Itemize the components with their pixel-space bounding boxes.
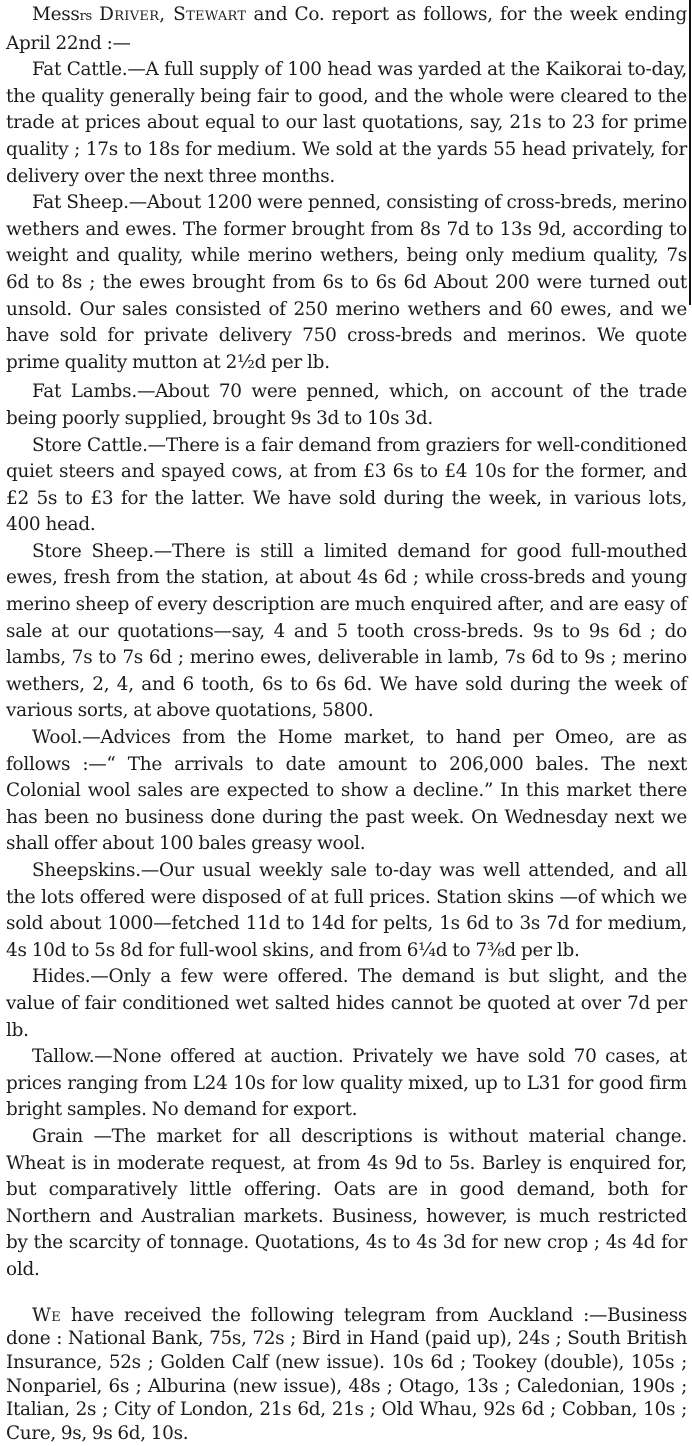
paragraph-tallow	[6, 1044, 687, 1124]
column-rule	[689, 0, 691, 305]
paragraph-fat-lambs	[6, 379, 687, 432]
telegram-paragraph	[6, 1304, 687, 1446]
paragraph-heading: Fat Lambs.	[32, 381, 137, 403]
paragraph-heading: Fat Sheep.	[32, 192, 129, 214]
paragraph-text: —None offered at auction. Privately we have sold 70 cases, at prices ranging from L24 10s for low quality mixed, up to L31 for good firm bright samples. No demand for export.	[6, 1046, 687, 1121]
paragraph-store-sheep	[6, 539, 687, 725]
paragraph-store-cattle	[6, 433, 687, 539]
paragraph-text: —Our usual weekly sale to-day was well attended, and all the lots offered were disposed of at full prices. Station skins —of which we sold about 1000—fetched 11d to 14d for pelts, 1s 6d to 3s 7d for medium, 4s 10d to 5s 8d for full-wool skins, and from 6¼d to 7⅜d per lb.	[6, 860, 687, 961]
paragraph-grain	[6, 1124, 687, 1284]
paragraph-wool	[6, 725, 687, 858]
report-intro: Messrs Driver, Stewart and Co. report as follows, for the week ending April 22nd :—	[6, 4, 687, 54]
paragraph-heading: Store Cattle.	[32, 434, 148, 456]
paragraph-fat-sheep	[6, 190, 687, 376]
market-report	[6, 2, 687, 1284]
paragraph-fat-cattle	[6, 57, 687, 190]
paragraph-heading: Fat Cattle.	[32, 59, 128, 81]
paragraph-heading: Hides.	[32, 966, 91, 988]
paragraph-text: —Only a few were offered. The demand is but slight, and the value of fair conditioned wet salted hides cannot be quoted at over 7d per lb.	[6, 966, 687, 1041]
paragraph-sheepskins	[6, 858, 687, 964]
paragraph-heading: Store Sheep.	[32, 540, 154, 562]
paragraph-text: —Advices from the Home market, to hand per Omeo, are as follows :—“ The arrivals to date amount to 206,000 bales. The next Colonial wool sales are expected to show a decline.” In this market there has been no business done during the past week. On Wednesday next we shall offer about 100 bales greasy wool.	[6, 727, 687, 855]
telegram-report	[6, 1304, 687, 1446]
paragraph-heading: Sheepskins.	[32, 860, 141, 881]
paragraph-heading: Tallow.	[32, 1046, 95, 1068]
paragraph-text: —The market for all descriptions is without material change. Wheat is in moderate request, at from 4s 9d to 5s. Barley is enquired for, but comparatively little offering. Oats are in good demand, both for Northern and Australian markets. Business, however, is much restricted by the scarcity of tonnage. Quotations, 4s to 4s 3d for new crop ; 4s 4d for old.	[6, 1125, 687, 1280]
paragraph-heading: Grain	[32, 1125, 83, 1147]
paragraph-text: —About 1200 were penned, consisting of cross-breds, merino wethers and ewes. The former brought from 8s 7d to 13s 9d, according to weight and quality, while merino wethers, being only medium quality, 7s 6d to 8s ; the ewes brought from 6s to 6s 6d About 200 were turned out unsold. Our sales consisted of 250 merino wethers and 60 ewes, and we have sold for private delivery 750 cross-breds and merinos. We quote prime quality mutton at 2½d per lb.	[6, 192, 687, 373]
paragraph-text: —There is still a limited demand for good full-mouthed ewes, fresh from the station, at about 4s 6d ; while cross-breds and young merino sheep of every description are much enquired after, and are easy of sale at our quotations—say, 4 and 5 tooth cross-breds. 9s to 9s 6d ; do lambs, 7s to 7s 6d ; merino ewes, deliverable in lamb, 7s 6d to 9s ; merino wethers, 2, 4, and 6 tooth, 6s to 6s 6d. We have sold during the week of various sorts, at above quotations, 5800.	[6, 540, 687, 722]
telegram-text: have received the following telegram from Auckland :—Business done : National Bank, 75s, 72s ; Bird in Hand (paid up), 24s ; South British Insurance, 52s ; Golden Calf (new issue). 10s 6d ; Tookey (double), 105s ; Nonpariel, 6s ; Alburina (new issue), 48s ; Otago, 13s ; Caledonian, 190s ; Italian, 2s ; City of London, 21s 6d, 21s ; Old Whau, 92s 6d ; Cobban, 10s ; Cure, 9s, 9s 6d, 10s.	[6, 1304, 687, 1445]
paragraph-text: —A full supply of 100 head was yarded at the Kaikorai to-day, the quality generally being fair to good, and the whole were cleared to the trade at prices about equal to our last quotations, say, 21s to 23 for prime quality ; 17s to 18s for medium. We sold at the yards 55 head privately, for delivery over the next three months.	[6, 59, 687, 187]
paragraph-text: —About 70 were penned, which, on account of the trade being poorly supplied, brought 9s 3d to 10s 3d.	[6, 381, 687, 429]
paragraph-hides	[6, 964, 687, 1044]
firm-name: Driver, Stewart	[99, 4, 247, 25]
telegram-lead: We	[32, 1304, 61, 1326]
paragraph-text: —There is a fair demand from graziers for well-conditioned quiet steers and spayed cows, at from £3 6s to £4 10s for the former, and £2 5s to £3 for the latter. We have sold during the week, in various lots, 400 head.	[6, 434, 687, 536]
paragraph-heading: Wool.	[32, 727, 83, 749]
